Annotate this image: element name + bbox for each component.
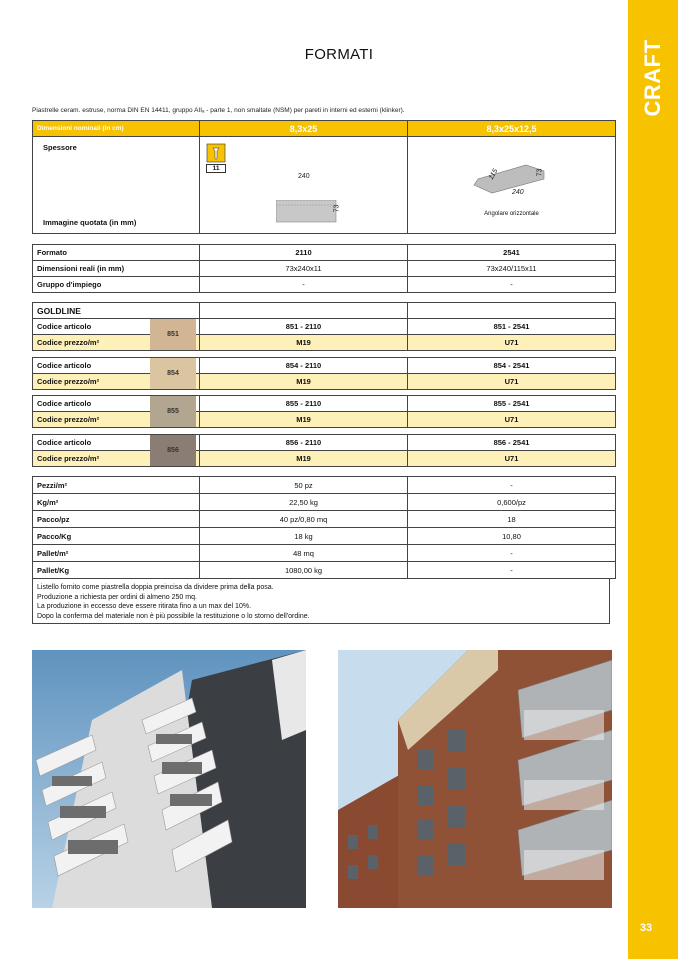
row-label: Pacco/Kg <box>33 528 200 545</box>
row-value: 18 <box>408 511 616 528</box>
tile-drawing <box>276 200 342 224</box>
row-value: 1080,00 kg <box>200 562 408 579</box>
row-value: 73x240/115x11 <box>408 261 616 277</box>
angle-caption: Angolare orizzontale <box>484 211 539 217</box>
article-code: 854 - 2110 <box>200 358 408 374</box>
row-value: 22,50 kg <box>200 494 408 511</box>
goldline-table <box>32 302 616 319</box>
table-row <box>33 374 616 390</box>
article-table-851 <box>32 318 616 351</box>
price-code: U71 <box>408 451 616 467</box>
notes-box <box>32 578 610 624</box>
price-code: U71 <box>408 335 616 351</box>
goldline-row <box>33 303 616 319</box>
price-code: M19 <box>200 451 408 467</box>
packaging-table <box>32 476 616 579</box>
table-row <box>33 435 616 451</box>
article-label: Codice articolo <box>33 358 200 374</box>
header-col1: Dimensioni nominali (in cm) <box>33 121 200 137</box>
table-row <box>33 494 616 511</box>
building-photo-left <box>32 650 306 908</box>
article-code: 855 - 2110 <box>200 396 408 412</box>
table-row <box>33 319 616 335</box>
row-value: 2110 <box>200 245 408 261</box>
article-label: Codice articolo <box>33 435 200 451</box>
price-code: M19 <box>200 412 408 428</box>
dim-thick: 73 <box>536 168 544 177</box>
header-col3: 8,3x25x12,5 <box>408 121 616 137</box>
row-value: 40 pz/0,80 mq <box>200 511 408 528</box>
sidebar-band <box>628 0 678 959</box>
color-swatch: 854 <box>150 358 196 389</box>
article-table-855 <box>32 395 616 428</box>
intro-text: Piastrelle ceram. estruse, norma DIN EN 14411, gruppo AIIₐ - parte 1, non smaltate (NSM) per pareti in interni ed esterni (klinker). <box>32 107 405 114</box>
row-value: - <box>408 277 616 293</box>
page-number: 33 <box>639 922 653 934</box>
drawing-labels <box>33 137 200 234</box>
row-value: - <box>408 562 616 579</box>
price-label: Codice prezzo/m² <box>33 412 200 428</box>
article-code: 856 - 2110 <box>200 435 408 451</box>
row-value: 50 pz <box>200 477 408 494</box>
page-title: FORMATI <box>304 46 374 63</box>
row-value: 73x240x11 <box>200 261 408 277</box>
price-label: Codice prezzo/m² <box>33 451 200 467</box>
dim-short: 115 <box>487 167 500 182</box>
article-label: Codice articolo <box>33 396 200 412</box>
table-row <box>33 245 616 261</box>
row-value: 10,80 <box>408 528 616 545</box>
article-code: 855 - 2541 <box>408 396 616 412</box>
price-code: M19 <box>200 374 408 390</box>
price-code: U71 <box>408 374 616 390</box>
row-label: Formato <box>33 245 200 261</box>
article-table-854 <box>32 357 616 390</box>
article-table-856 <box>32 434 616 467</box>
color-swatch: 856 <box>150 435 196 466</box>
note-line: Produzione a richiesta per ordini di almeno 250 mq. <box>37 593 197 601</box>
building-photo-right <box>338 650 612 908</box>
spessore-label: Spessore <box>43 143 77 152</box>
price-code: M19 <box>200 335 408 351</box>
table-row <box>33 545 616 562</box>
row-value: - <box>200 277 408 293</box>
goldline-label: GOLDLINE <box>33 303 200 319</box>
color-swatch: 855 <box>150 396 196 427</box>
section-label: CRAFT <box>640 39 665 117</box>
article-code: 854 - 2541 <box>408 358 616 374</box>
row-value: 18 kg <box>200 528 408 545</box>
dim-height: 73 <box>333 204 341 213</box>
article-label: Codice articolo <box>33 319 200 335</box>
price-label: Codice prezzo/m² <box>33 374 200 390</box>
row-label: Gruppo d'impiego <box>33 277 200 293</box>
row-label: Kg/m² <box>33 494 200 511</box>
row-label: Pallet/m² <box>33 545 200 562</box>
empty-cell <box>408 303 616 319</box>
row-value: - <box>408 545 616 562</box>
note-line: Listello fornito come piastrella doppia preincisa da dividere prima della posa. <box>37 584 274 591</box>
row-label: Pacco/pz <box>33 511 200 528</box>
color-swatch: 851 <box>150 319 196 350</box>
table-row <box>33 358 616 374</box>
row-label: Pezzi/m² <box>33 477 200 494</box>
row-value: 2541 <box>408 245 616 261</box>
price-label: Codice prezzo/m² <box>33 335 200 351</box>
table-row <box>33 451 616 467</box>
table-row <box>33 562 616 579</box>
empty-cell <box>200 303 408 319</box>
drawing-straight <box>200 137 408 234</box>
drawing-angular <box>408 137 616 234</box>
header-col2: 8,3x25 <box>200 121 408 137</box>
angle-tile-drawing <box>470 159 550 203</box>
note-line: La produzione in eccesso deve essere ritirata fino a un max del 10%. <box>37 603 252 610</box>
immagine-label: Immagine quotata (in mm) <box>43 218 137 227</box>
table-row <box>33 335 616 351</box>
article-code: 851 - 2110 <box>200 319 408 335</box>
table-row <box>33 412 616 428</box>
header-row <box>33 121 616 137</box>
format-info-table <box>32 244 616 293</box>
drawing-row <box>33 137 616 234</box>
table-row <box>33 511 616 528</box>
note-line: Dopo la conferma del materiale non è più possibile la restituzione o lo storno dell'ordine. <box>37 612 310 620</box>
dim-long: 240 <box>512 189 524 196</box>
table-row <box>33 261 616 277</box>
format-header-table <box>32 120 616 234</box>
price-code: U71 <box>408 412 616 428</box>
row-label: Dimensioni reali (in mm) <box>33 261 200 277</box>
table-row <box>33 477 616 494</box>
thickness-value: 11 <box>206 164 226 173</box>
dim-length: 240 <box>298 173 310 180</box>
article-code: 851 - 2541 <box>408 319 616 335</box>
row-value: - <box>408 477 616 494</box>
table-row <box>33 396 616 412</box>
row-value: 48 mq <box>200 545 408 562</box>
table-row <box>33 528 616 545</box>
row-label: Pallet/Kg <box>33 562 200 579</box>
table-row <box>33 277 616 293</box>
row-value: 0,600/pz <box>408 494 616 511</box>
article-code: 856 - 2541 <box>408 435 616 451</box>
